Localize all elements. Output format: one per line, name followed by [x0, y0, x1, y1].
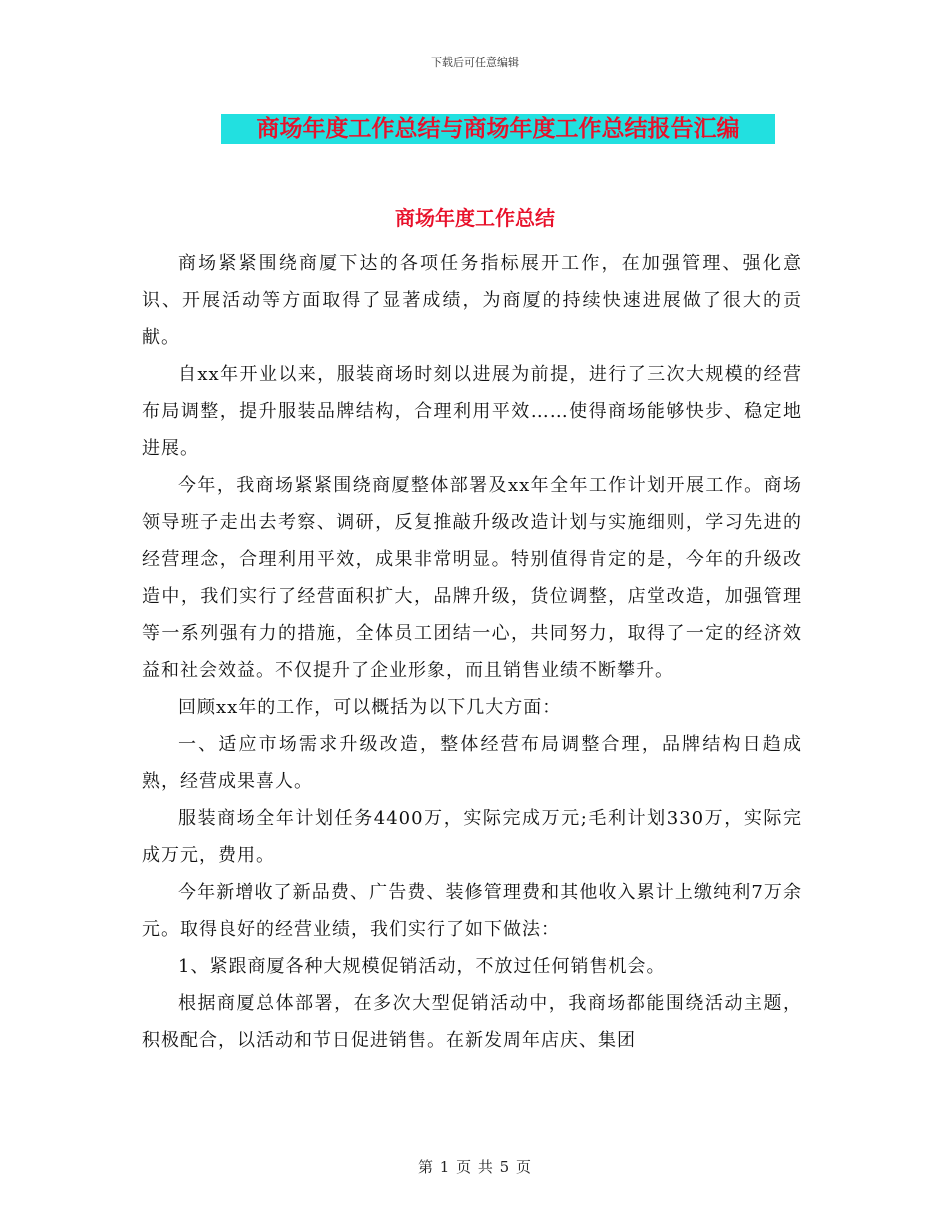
- paragraph: 一、适应市场需求升级改造，整体经营布局调整合理，品牌结构日趋成熟，经营成果喜人。: [142, 734, 802, 792]
- paragraph: 1、紧跟商厦各种大规模促销活动，不放过任何销售机会。: [178, 956, 666, 977]
- section-title: 商场年度工作总结: [395, 206, 555, 230]
- paragraph: 服装商场全年计划任务4400万，实际完成万元;毛利计划330万，实际完成万元，费用。: [142, 808, 802, 866]
- paragraph: 根据商厦总体部署，在多次大型促销活动中，我商场都能围绕活动主题，积极配合，以活动和节日促进销售。在新发周年店庆、集团: [142, 993, 802, 1051]
- paragraph: 回顾xx年的工作，可以概括为以下几大方面：: [178, 697, 562, 718]
- paragraph: 商场紧紧围绕商厦下达的各项任务指标展开工作，在加强管理、强化意识、开展活动等方面取得了显著成绩，为商厦的持续快速进展做了很大的贡献。: [142, 253, 802, 348]
- body-text: [142, 245, 802, 1059]
- paragraph: 自xx年开业以来，服装商场时刻以进展为前提，进行了三次大规模的经营布局调整，提升服装品牌结构，合理利用平效……使得商场能够快步、稳定地进展。: [142, 364, 802, 459]
- page-footer: 第 1 页 共 5 页: [418, 1158, 532, 1176]
- paragraph: 今年新增收了新品费、广告费、装修管理费和其他收入累计上缴纯利7万余元。取得良好的经营业绩，我们实行了如下做法：: [142, 882, 802, 940]
- paragraph: 今年，我商场紧紧围绕商厦整体部署及xx年全年工作计划开展工作。商场领导班子走出去考察、调研，反复推敲升级改造计划与实施细则，学习先进的经营理念，合理利用平效，成果非常明显。特别值得肯定的是，今年的升级改造中，我们实行了经营面积扩大，品牌升级，货位调整，店堂改造，加强管理等一系列强有力的措施，全体员工团结一心，共同努力，取得了一定的经济效益和社会效益。不仅提升了企业形象，而且销售业绩不断攀升。: [142, 475, 802, 681]
- main-title: 商场年度工作总结与商场年度工作总结报告汇编: [221, 114, 775, 144]
- header-note: 下载后可任意编辑: [431, 56, 519, 69]
